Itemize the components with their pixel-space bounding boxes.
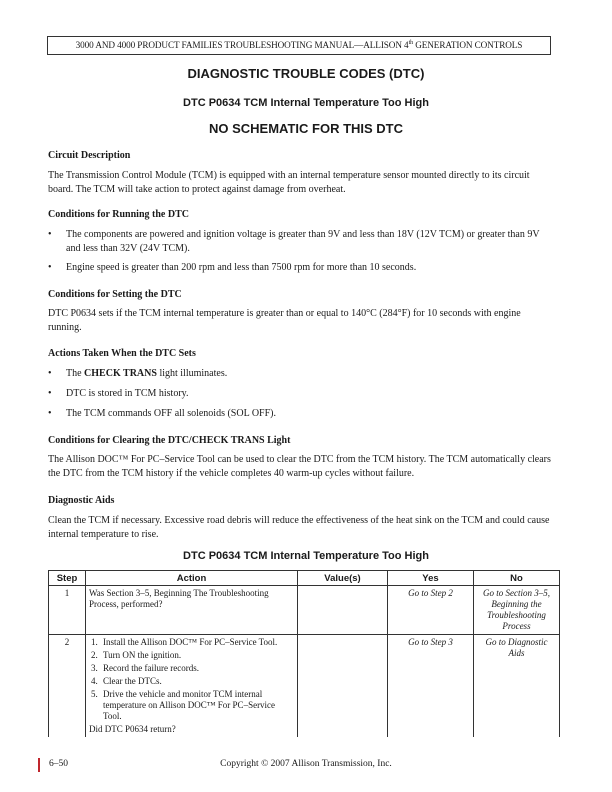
bullet-text	[66, 367, 556, 381]
action-item	[89, 689, 294, 722]
action-number: 5.	[91, 689, 98, 699]
page-title: DIAGNOSTIC TROUBLE CODES (DTC)	[187, 66, 425, 81]
diagnostic-aids-heading: Diagnostic Aids	[48, 495, 115, 506]
list-item	[48, 367, 556, 381]
list-item	[48, 387, 556, 401]
bullet-text: The TCM commands OFF all solenoids (SOL OFF).	[66, 408, 277, 419]
conditions-clearing-heading: Conditions for Clearing the DTC/CHECK TRANS Light	[48, 435, 291, 446]
conditions-setting-heading: Conditions for Setting the DTC	[48, 289, 182, 300]
step-action: Was Section 3–5, Beginning The Troubleshooting Process, performed?	[86, 586, 298, 635]
action-item	[89, 650, 294, 661]
step-no: Go to Diagnostic Aids	[474, 635, 560, 738]
page-number: 6–50	[49, 759, 68, 769]
bullet-icon: •	[48, 388, 52, 399]
step-values	[298, 635, 388, 738]
action-text: Clear the DTCs.	[103, 676, 162, 686]
list-item	[48, 407, 556, 421]
action-text: Drive the vehicle and monitor TCM internal temperature on Allison DOC™ For PC–Service Tool.	[103, 689, 276, 721]
table-row	[49, 586, 560, 635]
troubleshooting-table	[48, 570, 560, 737]
no-schematic-heading: NO SCHEMATIC FOR THIS DTC	[208, 121, 404, 136]
action-text: Record the failure records.	[103, 663, 199, 673]
running-header	[47, 36, 551, 55]
action-number: 4.	[91, 676, 98, 686]
column-header-yes: Yes	[388, 571, 474, 586]
column-header-step: Step	[49, 571, 86, 586]
action-number: 1.	[91, 637, 98, 647]
bullet-prefix: The	[66, 368, 85, 379]
action-question: Did DTC P0634 return?	[89, 724, 176, 734]
copyright: Copyright © 2007 Allison Transmission, Inc.	[220, 759, 392, 769]
action-text: Install the Allison DOC™ For PC–Service Tool.	[103, 637, 278, 647]
step-values	[298, 586, 388, 635]
bullet-icon: •	[48, 368, 52, 379]
list-item	[48, 261, 556, 275]
action-number: 3.	[91, 663, 98, 673]
step-action	[86, 635, 298, 738]
actions-taken-heading: Actions Taken When the DTC Sets	[48, 348, 196, 359]
bullet-icon: •	[48, 229, 52, 240]
conditions-setting-text: DTC P0634 sets if the TCM internal temperature is greater than or equal to 140°C (284°F) for 10 seconds with engine running.	[48, 308, 521, 333]
dtc-subtitle: DTC P0634 TCM Internal Temperature Too High	[183, 97, 429, 109]
step-yes: Go to Step 3	[388, 635, 474, 738]
column-header-action: Action	[86, 571, 298, 586]
table-row	[49, 635, 560, 738]
table-title: DTC P0634 TCM Internal Temperature Too High	[183, 550, 429, 562]
header-superscript: th	[408, 39, 414, 46]
step-number: 2	[49, 635, 86, 738]
bullet-icon: •	[48, 262, 52, 273]
action-item	[89, 637, 294, 648]
bullet-text: The components are powered and ignition voltage is greater than 9V and less than 18V (12V TCM) or greater than 9V and less than 32V (24V TCM).	[66, 229, 540, 254]
action-item	[89, 663, 294, 674]
action-number: 2.	[91, 650, 98, 660]
step-yes: Go to Step 2	[388, 586, 474, 635]
column-header-no: No	[474, 571, 560, 586]
bullet-icon: •	[48, 408, 52, 419]
circuit-description-text: The Transmission Control Module (TCM) is equipped with an internal temperature sensor mounted directly to its circuit board. The TCM will take action to protect against damage from overheat.	[48, 170, 530, 195]
conditions-running-heading: Conditions for Running the DTC	[48, 209, 189, 220]
step-no: Go to Section 3–5, Beginning the Troubleshooting Process	[474, 586, 560, 635]
diagnostic-aids-text: Clean the TCM if necessary. Excessive road debris will reduce the effectiveness of the heat sink on the TCM and could cause internal temperature to rise.	[48, 515, 550, 540]
action-text: Turn ON the ignition.	[103, 650, 182, 660]
bullet-text: DTC is stored in TCM history.	[66, 388, 189, 399]
action-item	[89, 676, 294, 687]
header-text-end: GENERATION CONTROLS	[413, 40, 523, 50]
header-text: 3000 AND 4000 PRODUCT FAMILIES TROUBLESHOOTING MANUAL—ALLISON 4	[75, 40, 409, 50]
table-header-row	[49, 571, 560, 586]
column-header-values: Value(s)	[298, 571, 388, 586]
check-trans-label: CHECK TRANS	[84, 368, 157, 379]
conditions-clearing-text: The Allison DOC™ For PC–Service Tool can be used to clear the DTC from the TCM history. The TCM automatically clears the DTC from the TCM history if the vehicle completes 40 warm-up cycles without failure.	[48, 454, 551, 479]
action-list	[89, 637, 294, 722]
circuit-description-heading: Circuit Description	[48, 150, 131, 161]
list-item	[48, 228, 556, 256]
bullet-text: Engine speed is greater than 200 rpm and less than 7500 rpm for more than 10 seconds.	[66, 262, 417, 273]
step-number: 1	[49, 586, 86, 635]
bullet-suffix: light illuminates.	[156, 368, 228, 379]
